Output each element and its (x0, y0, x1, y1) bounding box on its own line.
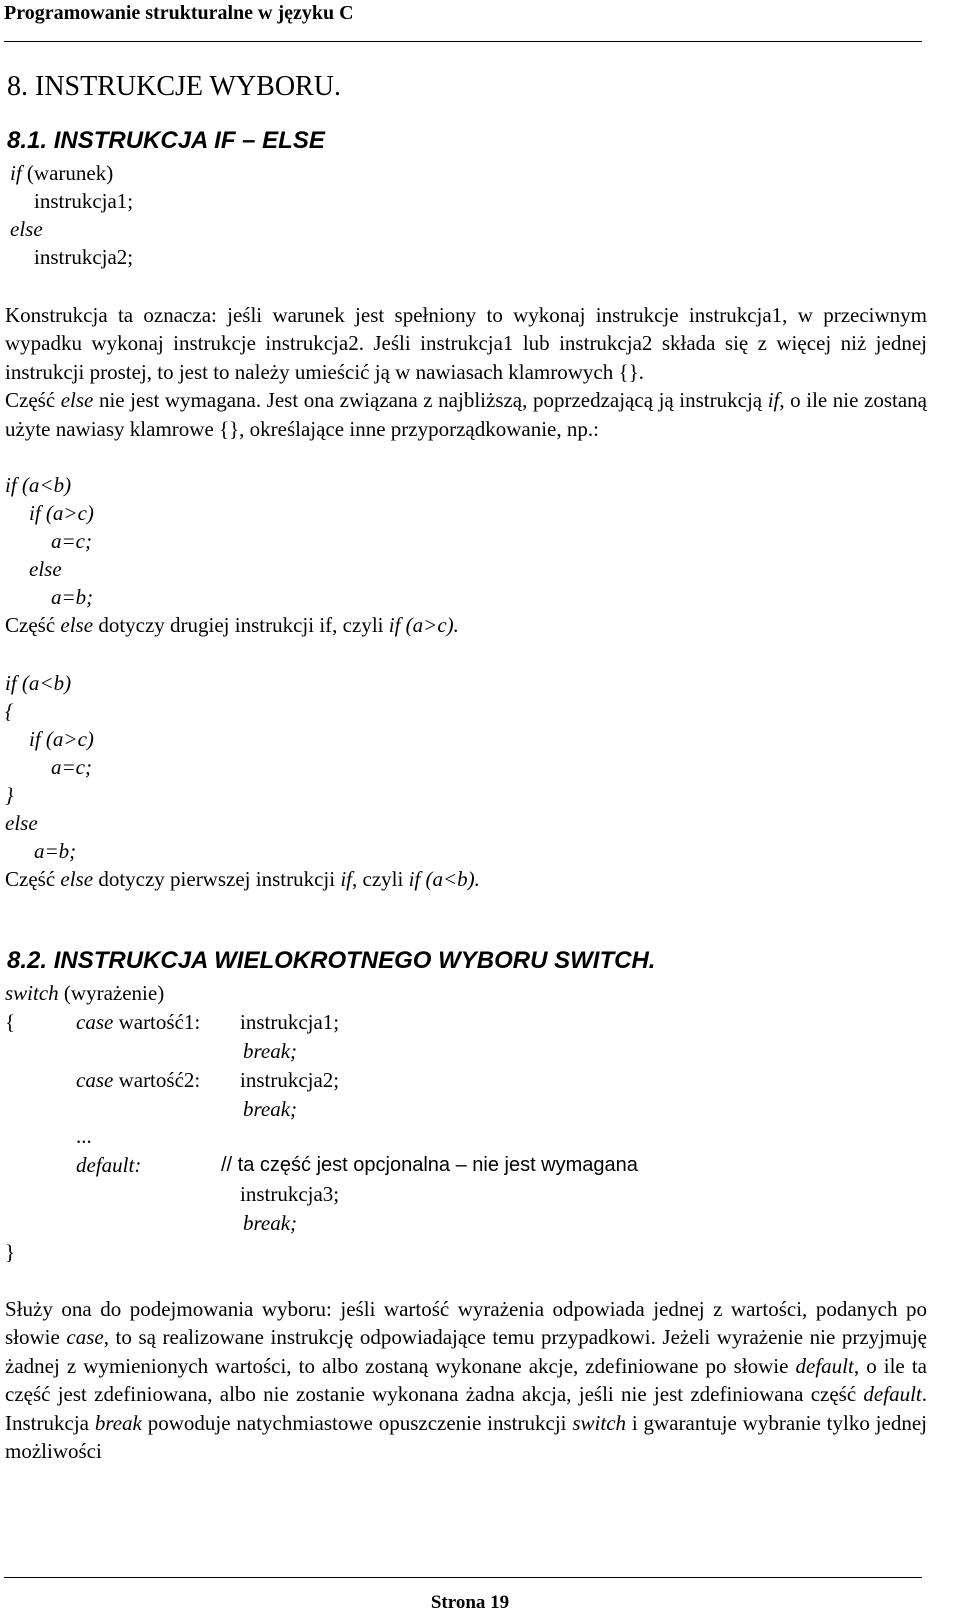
keyword-break: break (94, 1410, 142, 1435)
text-run: Część (5, 388, 61, 413)
keyword-case: case (66, 1325, 104, 1350)
example2-line-3: if (a>c) (29, 727, 94, 751)
switch-brace-close: } (5, 1240, 16, 1264)
chapter-title: 8. INSTRUKCJE WYBORU. (7, 71, 341, 102)
text-run: dotyczy drugiej instrukcji if, czyli (93, 613, 389, 637)
case1-statement: instrukcja1; (240, 1010, 340, 1034)
text-run: , o ile nie zostaną użyte nawiasy klamrowe {}, określające inne przyporządkowanie, np.: (5, 388, 927, 441)
syntax-line-else: else (10, 217, 43, 241)
keyword-if: if (340, 867, 352, 891)
keyword-if: if (10, 161, 22, 185)
text-run: nie jest wymagana. Jest ona związana z najbliższą, poprzedzającą ją instrukcją (93, 388, 768, 413)
switch-line (5, 979, 164, 1007)
section-title-switch: 8.2. INSTRUKCJA WIELOKROTNEGO WYBORU SWITCH. (7, 947, 656, 974)
syntax-line-stmt2: instrukcja2; (34, 245, 134, 269)
text-run: , to są realizowane instrukcję odpowiadające temu przypadkowi. Jeżeli wyrażenie nie przyjmuję żadnej z wymienionych wartości, to albo zostaną wykonane akcje, zdefiniowane po słowie (5, 1325, 927, 1378)
keyword-case: case (76, 1010, 114, 1034)
example1-line-1: if (a<b) (5, 473, 72, 497)
default-comment: // ta część jest opcjonalna – nie jest wymagana (221, 1154, 638, 1176)
example1-line-2: if (a>c) (29, 501, 94, 525)
switch-brace-open: { (5, 1010, 16, 1034)
example1-line-3: a=c; (51, 529, 92, 553)
case2-break: break; (243, 1097, 298, 1121)
keyword-else: else (60, 388, 94, 413)
case1-break: break; (243, 1039, 298, 1063)
header-divider (4, 41, 922, 42)
paragraph-meaning: Konstrukcja ta oznacza: jeśli warunek jest spełniony to wykonaj instrukcje instrukcja1, w przeciwnym wypadku wykonaj instrukcje instrukcja2. Jeśli instrukcja1 lub instrukcja2 składa się z więcej niż jednej instrukcji prostej, to jest to należy umieścić ją w nawiasach klamrowych {}. (5, 303, 927, 384)
keyword-else: else (60, 867, 94, 891)
example2-line-6: else (5, 811, 38, 835)
running-header-title: Programowanie strukturalne w języku C (4, 2, 354, 24)
section-title-if-else: 8.1. INSTRUKCJA IF – ELSE (7, 127, 325, 154)
text-run: dotyczy pierwszej instrukcji (93, 867, 341, 891)
example2-line-7: a=b; (34, 839, 77, 863)
code-reference: if (a<b). (408, 867, 480, 891)
keyword-default: default (863, 1382, 922, 1407)
case-value: wartość1: (113, 1010, 201, 1034)
case2-statement: instrukcja2; (240, 1068, 340, 1092)
example1-line-4: else (29, 557, 62, 581)
text-run: Służy ona do podejmowania wyboru: jeśli wartość wyrażenia odpowiada jednej z wartości, podanych po słowie (5, 1297, 927, 1350)
text-run: . Instrukcja (5, 1382, 927, 1435)
if-else-description (5, 301, 927, 443)
text-run: Część (5, 613, 61, 637)
paragraph-switch (5, 1295, 927, 1465)
text-run: i gwarantuje wybranie tylko jednej możliwości (5, 1410, 927, 1464)
default-break: break; (243, 1211, 298, 1235)
text-run: powoduje natychmiastowe opuszczenie instrukcji (141, 1410, 573, 1435)
example2-line-5: } (5, 783, 14, 807)
example1-line-5: a=b; (51, 585, 94, 609)
example1-note (5, 611, 459, 639)
text-run: Część (5, 867, 61, 891)
page-number: Strona 19 (430, 1592, 510, 1613)
code-reference: if (a>c). (388, 613, 459, 637)
case2-label (76, 1066, 200, 1094)
case-value: wartość2: (113, 1068, 201, 1092)
keyword-switch: switch (5, 981, 59, 1005)
syntax-line-stmt1: instrukcja1; (34, 189, 134, 213)
example2-note (5, 865, 480, 893)
example2-line-1: if (a<b) (5, 671, 72, 695)
keyword-else: else (60, 613, 94, 637)
ellipsis: ... (76, 1124, 92, 1148)
condition-text: (warunek) (21, 161, 114, 185)
default-label: default: (76, 1153, 142, 1177)
keyword-case: case (76, 1068, 114, 1092)
switch-description (5, 1295, 927, 1465)
keyword-default: default (795, 1353, 854, 1378)
text-run: , o ile ta część jest zdefiniowana, albo nie zostanie wykonana żadna akcja, jeśli nie jest zdefiniowana część (5, 1353, 927, 1407)
case1-label (76, 1008, 200, 1036)
example2-line-2: { (5, 699, 14, 723)
footer-divider (4, 1577, 922, 1578)
default-statement: instrukcja3; (240, 1182, 340, 1206)
text-run: , czyli (352, 867, 409, 891)
switch-expression: (wyrażenie) (58, 981, 165, 1005)
paragraph-else-optional (5, 386, 927, 443)
syntax-line-if (10, 159, 113, 187)
keyword-if: if (767, 388, 780, 413)
example2-line-4: a=c; (51, 755, 92, 779)
keyword-switch: switch (572, 1410, 627, 1435)
